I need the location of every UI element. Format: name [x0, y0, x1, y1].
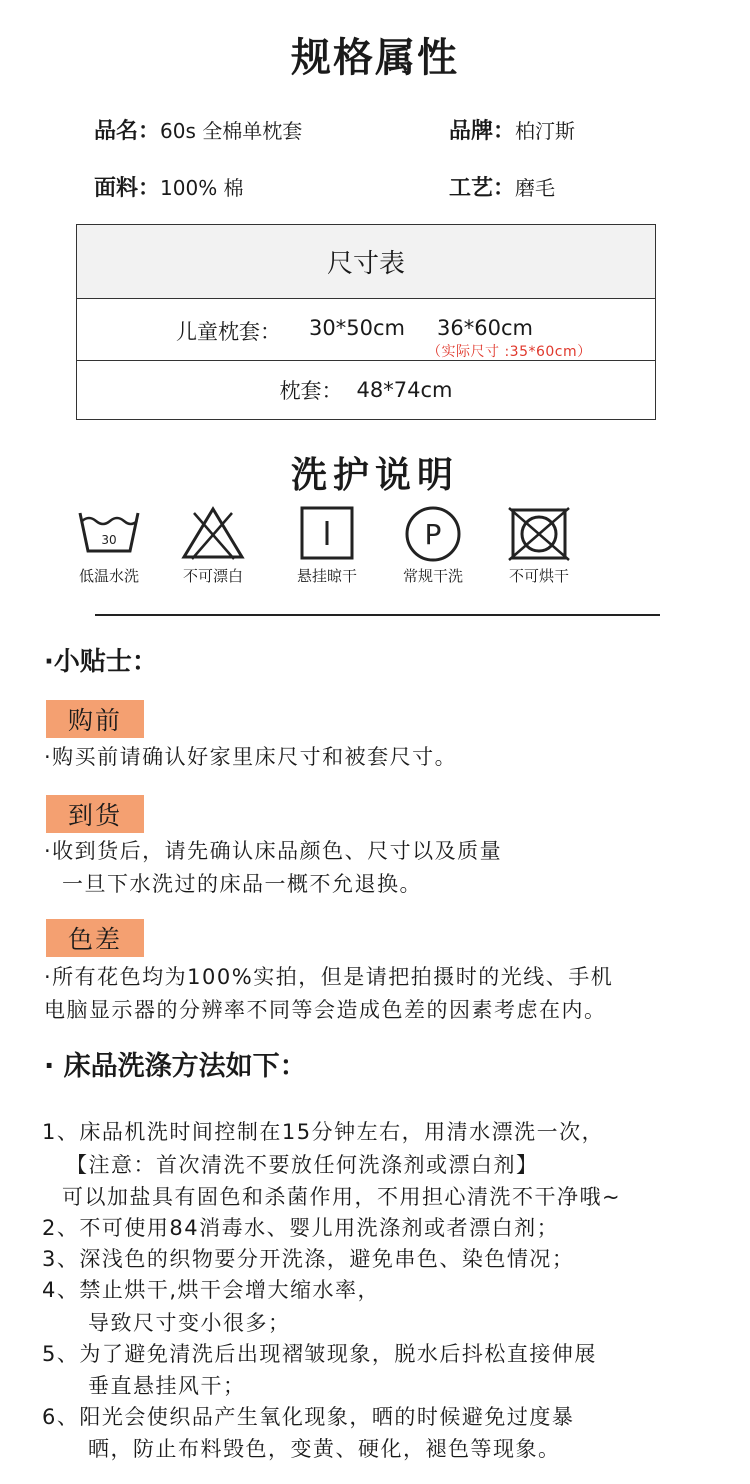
care-item-bleach	[158, 505, 268, 586]
dry-clean-icon	[404, 505, 462, 563]
std-size: 48*74cm	[356, 378, 453, 402]
wash-line: 导致尺寸变小很多；	[88, 1311, 291, 1335]
tips-title: ·小贴士：	[44, 647, 158, 677]
tip-color-text-2: 电脑显示器的分辨率不同等会造成色差的因素考虑在内。	[44, 998, 607, 1022]
tip-color-text-1: ·所有花色均为100%实拍，但是请把拍摄时的光线、手机	[44, 965, 614, 989]
tip-before-text: ·购买前请确认好家里床尺寸和被套尺寸。	[44, 745, 458, 769]
care-title: 洗护说明	[290, 455, 459, 496]
wash-line: 6、阳光会使织品产生氧化现象，晒的时候避免过度暴	[42, 1405, 575, 1429]
wash-line: 4、禁止烘干,烘干会增大缩水率，	[42, 1278, 381, 1302]
tag-arrival: 到货	[46, 795, 144, 833]
spec-fabric-value: 100% 棉	[160, 176, 244, 200]
wash-line: 1、床品机洗时间控制在15分钟左右，用清水漂洗一次，	[42, 1120, 605, 1144]
spec-brand-key: 品牌：	[449, 119, 516, 144]
spec-title: 规格属性	[291, 35, 459, 81]
care-label-tumble: 不可烘干	[508, 567, 569, 585]
size-row-kid	[77, 299, 655, 361]
size-table	[76, 224, 656, 420]
no-bleach-icon	[180, 505, 246, 561]
no-tumble-dry-icon	[506, 505, 572, 563]
spec-fabric-key: 面料：	[94, 176, 161, 201]
wash-title: · 床品洗涤方法如下：	[44, 1051, 307, 1082]
care-item-hang-dry	[272, 505, 382, 586]
spec-name-value: 60s 全棉单枕套	[160, 119, 303, 143]
wash-line: 【注意：首次清洗不要放任何洗涤剂或漂白剂】	[66, 1153, 539, 1177]
spec-craft-value: 磨毛	[515, 176, 556, 200]
care-divider	[95, 614, 660, 616]
tag-before-purchase: 购前	[46, 700, 144, 738]
care-label-hang-dry: 悬挂晾干	[296, 567, 357, 585]
kid-label: 儿童枕套：	[176, 320, 281, 344]
std-label: 枕套：	[279, 379, 343, 403]
kid-size-2: 36*60cm	[437, 316, 533, 340]
wash-line: 5、为了避免清洗后出现褶皱现象，脱水后抖松直接伸展	[42, 1342, 597, 1366]
size-table-header: 尺寸表	[77, 225, 655, 299]
spec-craft-key: 工艺：	[449, 176, 516, 201]
wash-line: 晒，防止布料毁色，变黄、硬化，褪色等现象。	[88, 1437, 561, 1461]
tip-arrival-text-2: 一旦下水洗过的床品一概不允退换。	[62, 872, 422, 896]
size-row-standard	[77, 361, 655, 419]
spec-name-key: 品名：	[94, 119, 161, 144]
tip-arrival-text-1: ·收到货后，请先确认床品颜色、尺寸以及质量	[44, 839, 503, 863]
spec-craft	[449, 171, 555, 202]
spec-brand	[449, 114, 575, 145]
spec-brand-value: 柏汀斯	[515, 119, 576, 143]
spec-name	[94, 114, 302, 145]
care-item-wash	[54, 505, 164, 586]
wash-line: 垂直悬挂风干；	[88, 1374, 246, 1398]
wash-line: 2、不可使用84消毒水、婴儿用洗涤剂或者漂白剂；	[42, 1216, 560, 1240]
care-item-tumble	[484, 505, 594, 586]
hang-dry-icon	[299, 505, 355, 561]
care-label-wash: 低温水洗	[78, 567, 139, 585]
spec-fabric	[94, 171, 244, 202]
care-item-dry-clean	[378, 505, 488, 586]
tag-color-diff: 色差	[46, 919, 144, 957]
wash-line: 3、深浅色的织物要分开洗涤，避免串色、染色情况；	[42, 1247, 575, 1271]
wash-temp-badge: 30	[101, 533, 117, 547]
dry-clean-badge: P	[424, 518, 442, 551]
low-temp-wash-icon	[76, 505, 142, 555]
kid-size-1: 30*50cm	[309, 316, 405, 340]
care-label-dry-clean: 常规干洗	[402, 567, 463, 585]
wash-line: 可以加盐具有固色和杀菌作用，不用担心清洗不干净哦~	[62, 1185, 622, 1209]
kid-size-note: （实际尺寸 :35*60cm）	[427, 344, 592, 360]
care-label-bleach: 不可漂白	[182, 567, 243, 585]
